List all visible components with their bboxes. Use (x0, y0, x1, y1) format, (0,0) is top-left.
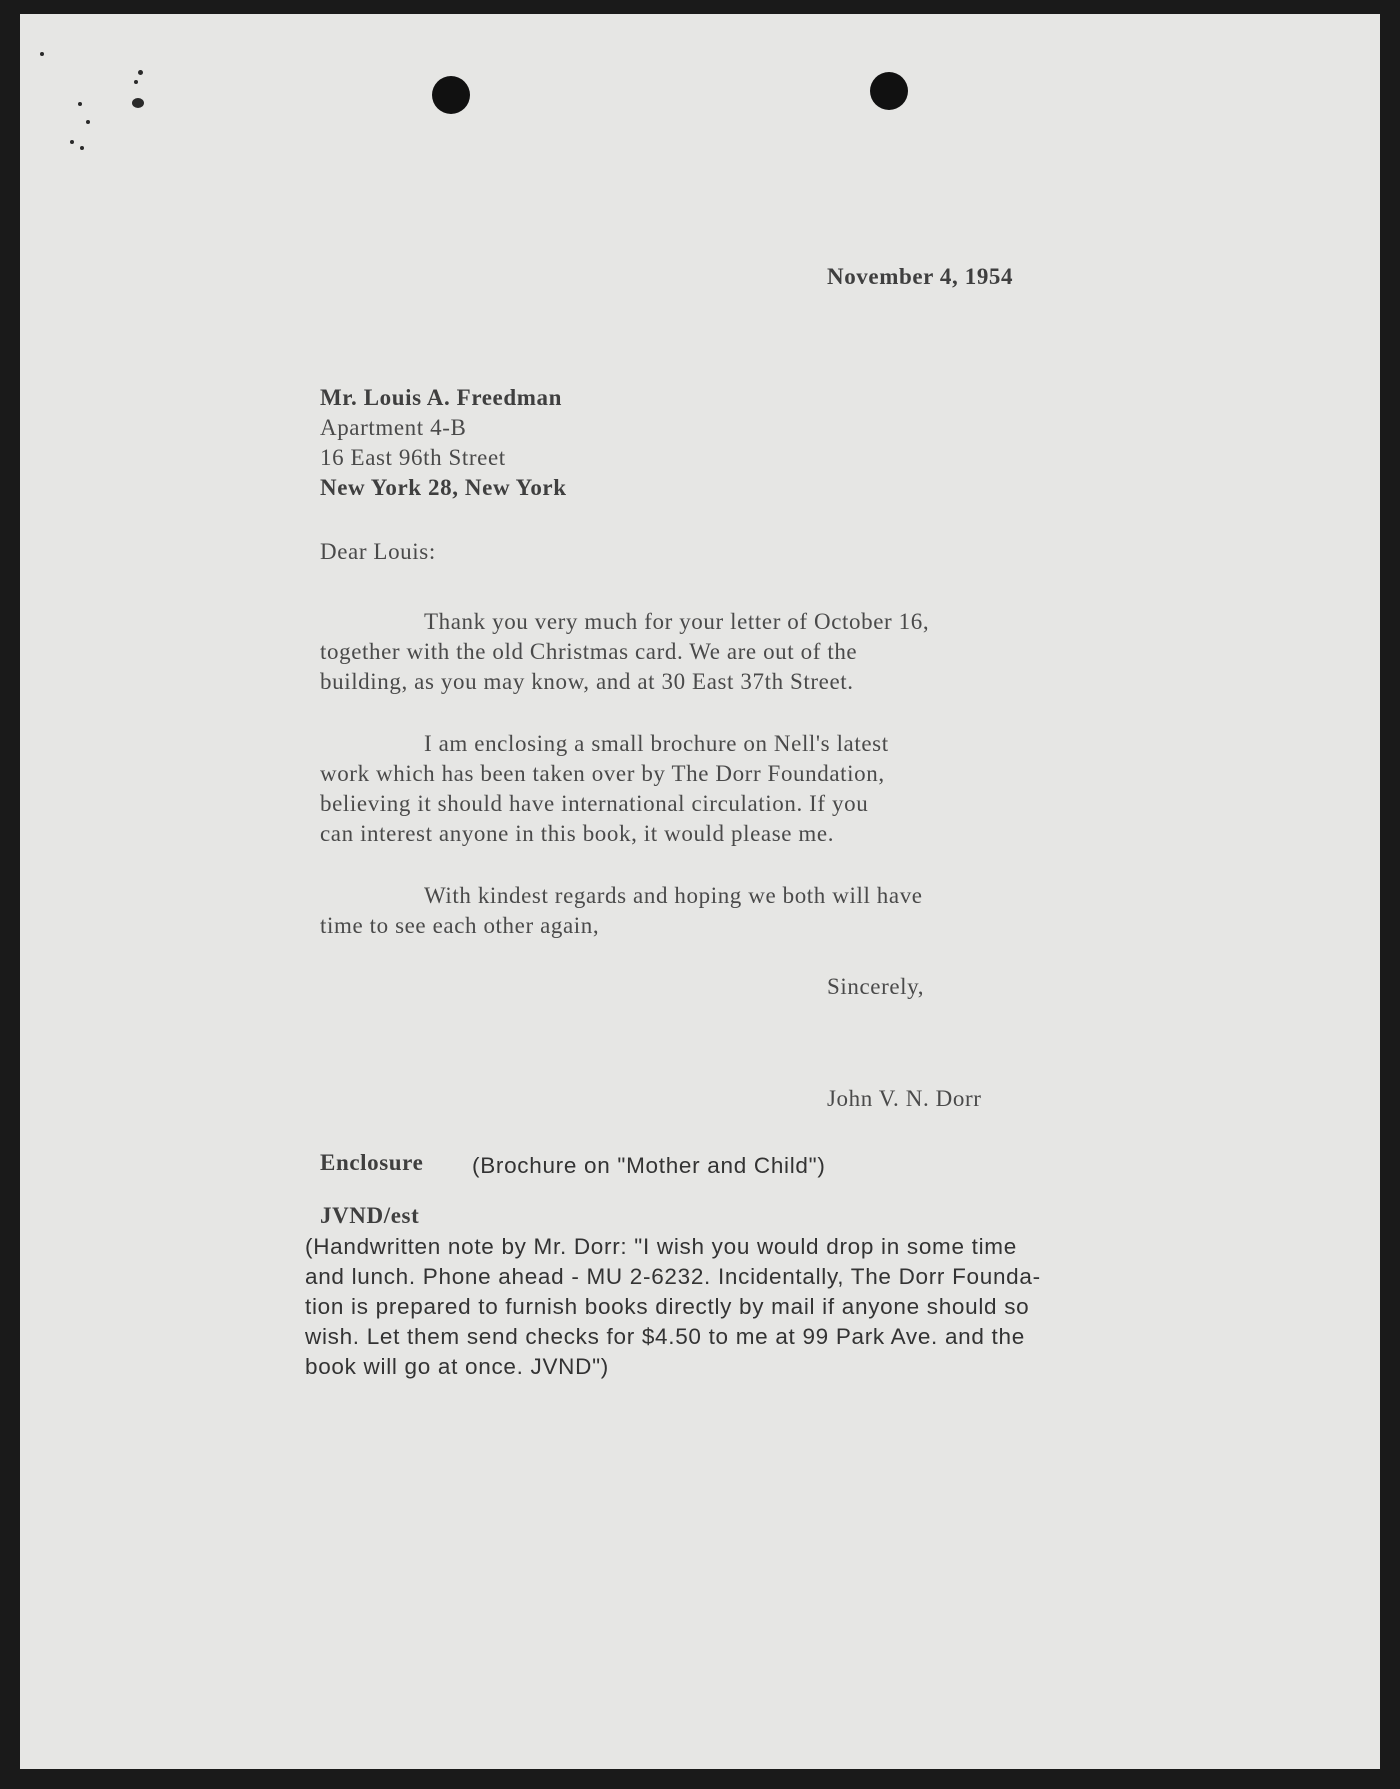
paper-speck (70, 140, 74, 144)
handwritten-note-line: (Handwritten note by Mr. Dorr: "I wish you would drop in some time (305, 1234, 1017, 1259)
punch-hole-right (870, 72, 908, 110)
paper-speck (132, 98, 144, 108)
body-paragraph-line: I am enclosing a small brochure on Nell's latest (424, 731, 889, 756)
enclosure-note: (Brochure on "Mother and Child") (472, 1153, 826, 1178)
body-paragraph-line: With kindest regards and hoping we both will have (424, 883, 923, 908)
enclosure-label: Enclosure (320, 1150, 424, 1175)
closing: Sincerely, (827, 974, 925, 999)
body-paragraph-line: can interest anyone in this book, it would please me. (320, 821, 835, 846)
handwritten-note-line: tion is prepared to furnish books directly by mail if anyone should so (305, 1294, 1030, 1319)
body-paragraph-line: time to see each other again, (320, 913, 600, 938)
body-paragraph-line: building, as you may know, and at 30 East 37th Street. (320, 669, 854, 694)
letter-page (20, 14, 1380, 1769)
body-paragraph-line: together with the old Christmas card. We are out of the (320, 639, 858, 664)
body-paragraph-line: Thank you very much for your letter of October 16, (424, 609, 930, 634)
salutation: Dear Louis: (320, 539, 436, 564)
body-paragraph-line: believing it should have international circulation. If you (320, 791, 869, 816)
signer-name: John V. N. Dorr (827, 1086, 982, 1111)
paper-speck (86, 120, 90, 124)
punch-hole-left (432, 76, 470, 114)
paper-speck (138, 70, 143, 75)
paper-speck (40, 52, 44, 56)
handwritten-note-line: wish. Let them send checks for $4.50 to me at 99 Park Ave. and the (305, 1324, 1025, 1349)
recipient-address-line: 16 East 96th Street (320, 445, 506, 470)
body-paragraph-line: work which has been taken over by The Dorr Foundation, (320, 761, 885, 786)
paper-speck (80, 146, 84, 150)
paper-speck (134, 80, 138, 84)
reference-initials: JVND/est (320, 1203, 420, 1228)
handwritten-note-line: and lunch. Phone ahead - MU 2-6232. Incidentally, The Dorr Founda- (305, 1264, 1041, 1289)
paper-speck (78, 102, 82, 106)
handwritten-note-line: book will go at once. JVND") (305, 1354, 609, 1379)
recipient-address-line: Apartment 4-B (320, 415, 467, 440)
recipient-address-line: New York 28, New York (320, 475, 567, 500)
letter-date: November 4, 1954 (827, 264, 1014, 289)
recipient-name: Mr. Louis A. Freedman (320, 385, 562, 410)
